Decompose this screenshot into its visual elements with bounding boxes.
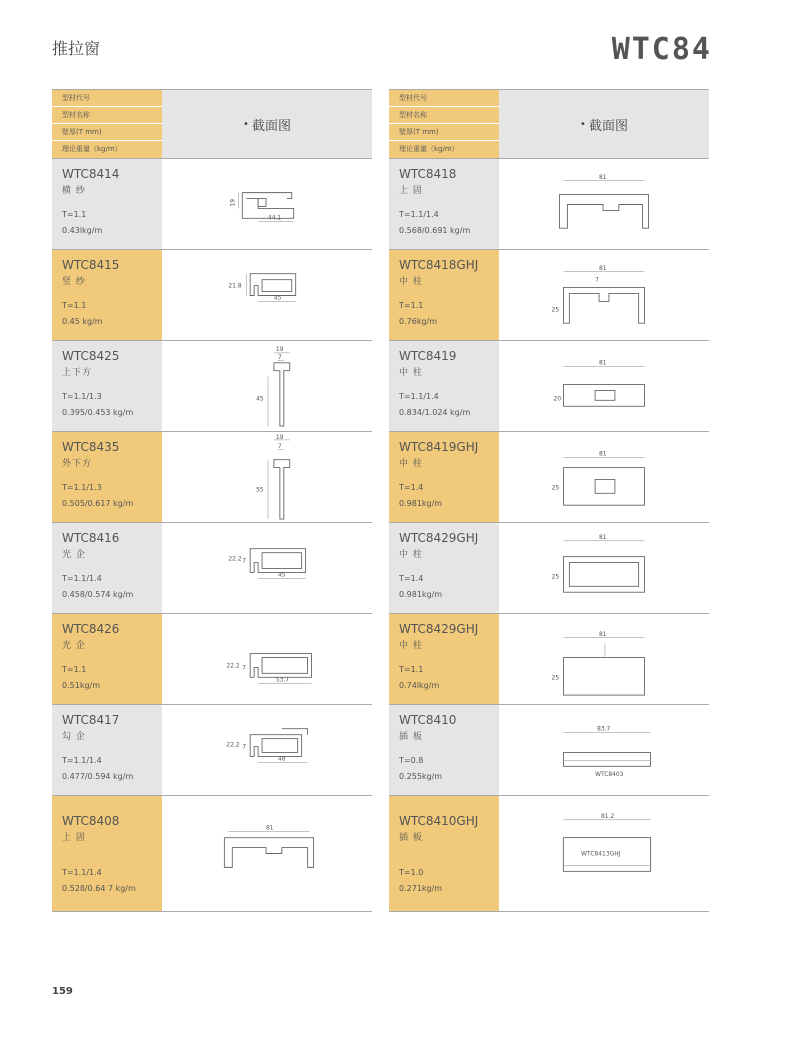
svg-text:25: 25 xyxy=(551,674,560,682)
profile-cross-section xyxy=(499,432,709,522)
profile-name: 上 固 xyxy=(62,833,86,843)
label-code: 型材代号 xyxy=(389,90,499,107)
label-thickness: 壁厚(T mm) xyxy=(389,124,499,141)
table-row xyxy=(52,796,372,912)
profile-weight: 0.255kg/m xyxy=(399,772,443,781)
profile-code: WTC8418 xyxy=(399,167,457,181)
profile-weight: 0.271kg/m xyxy=(399,884,443,893)
section-drawing xyxy=(162,432,372,522)
profile-code: WTC8425 xyxy=(62,349,120,363)
profile-code: WTC8429GHJ xyxy=(399,622,479,636)
profile-cross-section xyxy=(499,341,709,431)
svg-text:55: 55 xyxy=(256,486,264,494)
profile-cross-section xyxy=(499,250,709,340)
table-row xyxy=(389,523,709,614)
table-row xyxy=(389,796,709,912)
table-row xyxy=(389,432,709,523)
svg-text:20: 20 xyxy=(553,395,562,403)
profile-name: 外下方 xyxy=(62,459,93,469)
profile-weight: 0.505/0.617 kg/m xyxy=(62,499,134,508)
page-category: 推拉窗 xyxy=(52,39,101,58)
bullet-icon: • xyxy=(243,118,249,130)
section-label: 截面图 xyxy=(588,118,628,134)
svg-text:21.8: 21.8 xyxy=(228,282,242,290)
label-thickness: 壁厚(T mm) xyxy=(52,124,162,141)
profile-cross-section xyxy=(499,159,709,249)
profile-weight: 0.568/0.691 kg/m xyxy=(399,226,471,235)
profile-thickness: T=1.1 xyxy=(62,210,87,219)
profile-thickness: T=1.1/1.4 xyxy=(399,392,439,401)
profile-cross-section xyxy=(162,614,372,704)
profile-weight: 0.74lkg/m xyxy=(399,681,440,690)
profile-code: WTC8435 xyxy=(62,440,120,454)
section-drawing xyxy=(162,796,372,911)
profile-name: 中 柱 xyxy=(399,459,423,469)
svg-text:81: 81 xyxy=(266,824,274,832)
profile-weight: 0.395/0.453 kg/m xyxy=(62,408,134,417)
table-row xyxy=(52,705,372,796)
profile-info xyxy=(52,614,162,704)
profile-name: 勾 企 xyxy=(62,732,86,742)
section-drawing xyxy=(162,341,372,431)
profile-code: WTC8418GHJ xyxy=(399,258,479,272)
profile-name: 光 企 xyxy=(62,641,86,651)
svg-text:81: 81 xyxy=(599,173,607,181)
profile-weight: 0.458/0.574 kg/m xyxy=(62,590,134,599)
table-row xyxy=(52,523,372,614)
profile-info xyxy=(389,159,499,249)
section-drawing xyxy=(499,432,709,522)
profile-thickness: T=1.4 xyxy=(399,483,424,492)
table-row xyxy=(52,614,372,705)
profile-cross-section xyxy=(162,250,372,340)
section-heading xyxy=(162,90,372,158)
svg-text:7: 7 xyxy=(595,276,599,284)
profile-thickness: T=0.8 xyxy=(399,756,424,765)
profile-name: 横 纱 xyxy=(62,186,86,196)
profile-thickness: T=1.1/1.4 xyxy=(62,756,102,765)
profile-code: WTC8429GHJ xyxy=(399,531,479,545)
profile-code: WTC8417 xyxy=(62,713,120,727)
profile-info xyxy=(52,705,162,795)
profile-weight: 0.43lkg/m xyxy=(62,226,103,235)
section-drawing xyxy=(499,159,709,249)
profile-name: 中 柱 xyxy=(399,550,423,560)
svg-text:22.2: 22.2 xyxy=(226,741,240,749)
profile-thickness: T=1.1/1.4 xyxy=(62,868,102,877)
table-header xyxy=(389,90,709,159)
profile-weight: 0.981kg/m xyxy=(399,590,443,599)
svg-text:7: 7 xyxy=(277,353,282,361)
table-row xyxy=(389,705,709,796)
header-labels xyxy=(52,90,162,158)
profile-info xyxy=(52,250,162,340)
profile-code: WTC8426 xyxy=(62,622,120,636)
profile-code: WTC8416 xyxy=(62,531,120,545)
profile-cross-section xyxy=(162,705,372,795)
svg-text:25: 25 xyxy=(551,484,560,492)
profile-weight: 0.51kg/m xyxy=(62,681,101,690)
svg-text:81: 81 xyxy=(599,450,607,458)
profile-weight: 0.528/0.64 7 kg/m xyxy=(62,884,136,893)
table-row xyxy=(52,250,372,341)
section-drawing xyxy=(499,341,709,431)
svg-text:7: 7 xyxy=(242,664,247,672)
profile-info xyxy=(389,341,499,431)
svg-text:WTC8403: WTC8403 xyxy=(595,771,624,779)
profile-thickness: T=1.1 xyxy=(62,301,87,310)
profile-cross-section xyxy=(162,523,372,613)
label-name: 型材名称 xyxy=(389,107,499,124)
series-title: WTC84 xyxy=(611,32,712,67)
bullet-icon: • xyxy=(580,118,586,130)
svg-text:25: 25 xyxy=(551,306,560,314)
table-row xyxy=(52,432,372,523)
profile-thickness: T=1.1/1.3 xyxy=(62,483,102,492)
label-weight: 理论重量（kg/m） xyxy=(399,145,459,153)
profile-thickness: T=1.1 xyxy=(62,665,87,674)
profile-table-right xyxy=(389,89,709,912)
svg-text:WTC8413GHJ: WTC8413GHJ xyxy=(581,850,621,858)
svg-text:19: 19 xyxy=(229,198,237,207)
profile-thickness: T=1.1/1.4 xyxy=(62,574,102,583)
label-code: 型材代号 xyxy=(52,90,162,107)
profile-code: WTC8410GHJ xyxy=(399,814,479,828)
profile-cross-section xyxy=(499,614,709,704)
svg-text:81: 81 xyxy=(599,264,607,272)
profile-cross-section xyxy=(499,705,709,795)
section-drawing xyxy=(162,250,372,340)
profile-thickness: T=1.4 xyxy=(399,574,424,583)
profile-name: 中 柱 xyxy=(399,368,423,378)
section-drawing xyxy=(499,614,709,704)
section-drawing xyxy=(499,250,709,340)
profile-cross-section xyxy=(499,796,709,911)
profile-weight: 0.834/1.024 kg/m xyxy=(399,408,471,417)
profile-info xyxy=(389,523,499,613)
table-row xyxy=(389,341,709,432)
profile-info xyxy=(389,432,499,522)
section-drawing xyxy=(499,705,709,795)
profile-thickness: T=1.1 xyxy=(399,301,424,310)
svg-text:81: 81 xyxy=(599,533,607,541)
svg-text:83.7: 83.7 xyxy=(597,725,611,733)
header-labels xyxy=(389,90,499,158)
svg-text:48: 48 xyxy=(277,755,286,763)
section-drawing xyxy=(162,614,372,704)
profile-thickness: T=1.1/1.4 xyxy=(399,210,439,219)
svg-text:7: 7 xyxy=(242,743,247,751)
profile-code: WTC8410 xyxy=(399,713,457,727)
svg-text:22.2: 22.2 xyxy=(228,555,242,563)
profile-code: WTC8415 xyxy=(62,258,120,272)
section-drawing xyxy=(162,523,372,613)
profile-name: 上 固 xyxy=(399,186,423,196)
profile-info xyxy=(52,432,162,522)
svg-text:53.7: 53.7 xyxy=(275,676,290,684)
section-drawing xyxy=(499,796,709,911)
profile-table-left xyxy=(52,89,372,912)
profile-weight: 0.981kg/m xyxy=(399,499,443,508)
profile-weight: 0.76kg/m xyxy=(399,317,438,326)
page-number: 159 xyxy=(52,986,73,997)
profile-code: WTC8419 xyxy=(399,349,457,363)
section-drawing xyxy=(499,523,709,613)
profile-cross-section xyxy=(499,523,709,613)
section-drawing xyxy=(162,159,372,249)
profile-name: 竖 纱 xyxy=(62,277,86,287)
profile-code: WTC8414 xyxy=(62,167,120,181)
profile-info xyxy=(389,796,499,911)
section-label: 截面图 xyxy=(251,118,291,134)
svg-text:19: 19 xyxy=(275,433,284,441)
profile-code: WTC8408 xyxy=(62,814,120,828)
svg-text:19: 19 xyxy=(275,345,284,353)
profile-name: 中 柱 xyxy=(399,641,423,651)
profile-name: 光 企 xyxy=(62,550,86,560)
profile-info xyxy=(389,614,499,704)
profile-code: WTC8419GHJ xyxy=(399,440,479,454)
profile-weight: 0.477/0.594 kg/m xyxy=(62,772,134,781)
svg-text:44.1: 44.1 xyxy=(267,214,282,222)
section-drawing xyxy=(162,705,372,795)
profile-name: 插 板 xyxy=(399,732,423,742)
profile-cross-section xyxy=(162,159,372,249)
table-row xyxy=(389,250,709,341)
profile-info xyxy=(52,159,162,249)
svg-text:45: 45 xyxy=(277,571,286,579)
svg-text:81: 81 xyxy=(599,359,607,367)
svg-text:45: 45 xyxy=(273,294,282,302)
profile-cross-section xyxy=(162,796,372,911)
profile-thickness: T=1.0 xyxy=(399,868,424,877)
svg-text:25: 25 xyxy=(551,573,560,581)
svg-text:7: 7 xyxy=(277,442,282,450)
svg-text:81: 81 xyxy=(599,630,607,638)
profile-name: 插 板 xyxy=(399,833,423,843)
svg-text:22.2: 22.2 xyxy=(226,662,240,670)
profile-info xyxy=(52,523,162,613)
profile-info xyxy=(52,341,162,431)
section-heading xyxy=(499,90,709,158)
table-header xyxy=(52,90,372,159)
profile-cross-section xyxy=(162,432,372,522)
table-row xyxy=(389,614,709,705)
table-row xyxy=(52,341,372,432)
profile-weight: 0.45 kg/m xyxy=(62,317,103,326)
label-name: 型材名称 xyxy=(52,107,162,124)
profile-thickness: T=1.1 xyxy=(399,665,424,674)
svg-text:81.2: 81.2 xyxy=(601,812,615,820)
profile-name: 中 柱 xyxy=(399,277,423,287)
table-row xyxy=(389,159,709,250)
svg-text:7: 7 xyxy=(242,557,247,565)
svg-text:45: 45 xyxy=(256,395,264,403)
label-weight: 理论重量（kg/m） xyxy=(62,145,122,153)
profile-thickness: T=1.1/1.3 xyxy=(62,392,102,401)
profile-info xyxy=(52,796,162,911)
profile-info xyxy=(389,250,499,340)
table-row xyxy=(52,159,372,250)
profile-info xyxy=(389,705,499,795)
profile-name: 上下方 xyxy=(62,368,93,378)
profile-cross-section xyxy=(162,341,372,431)
